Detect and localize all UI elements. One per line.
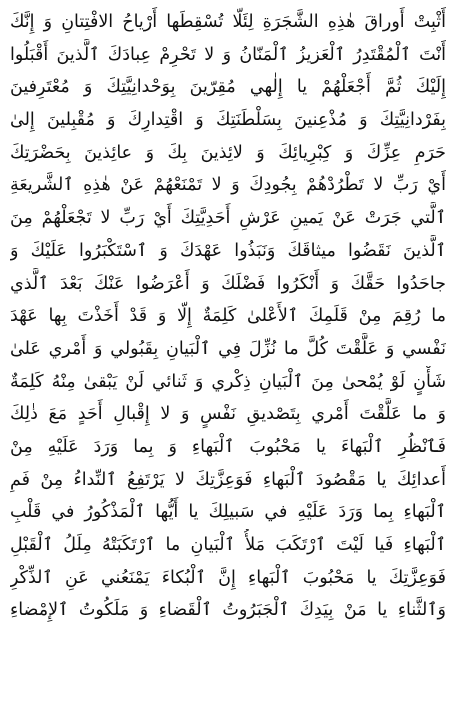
- text-line: أَثْبِتْ أَوراقَ هٰذِهِ الشَّجَرَةِ لِئَلّا تُسْقِطَها أَرْياحُ الافْتِتانِ وَ إِنَّكَ: [10, 12, 446, 32]
- arabic-text-block: [10, 6, 446, 627]
- text-line: شَأْنٍ لَوْ يُمْحىٰ مِنَ ٱلْبَيانِ ذِكْري وَ ثَنائي لَنْ يَبْقىٰ مِنْهُ كَلِمَةٌ: [10, 371, 446, 392]
- text-line: جاحَدُوا حَقَّكَ وَ أَنْكَرُوا فَضْلَكَ وَ أَعْرَضُوا عَنْكَ بَعْدَ ٱلَّذي: [10, 273, 446, 294]
- text-line: نَفْسي وَ عَلَّقْتَ كُلَّ ما نُزِّلَ فِي ٱلْبَيانِ بِقَبُولي وَ أَمْري عَلىٰ: [10, 338, 446, 359]
- text-line: فَٱنْظُرِ ٱلْبَهاءَ يا مَحْبُوبَ ٱلْبَهاءِ وَ بِما وَرَدَ عَلَيْهِ مِنْ: [10, 436, 446, 457]
- text-line: أَعدائِكَ يا مَقْصُودَ ٱلْبَهاءِ فَوَعِزَّتِكَ لا يَرْتَفِعُ ٱلنِّداءُ مِنْ فَمِ: [10, 469, 446, 490]
- text-line: ما رُقِمَ مِنْ قَلَمِكَ ٱلأَعْلىٰ كَلِمَةٌ إِلّا وَ قَدْ أَخَذْتَ بِها عَهْدَ: [10, 306, 446, 327]
- text-line: ٱلَّذينَ نَقَضُوا ميثاقَكَ وَنَبَذُوا عَهْدَكَ وَ ٱسْتَكْبَرُوا عَلَيْكَ وَ: [10, 240, 446, 261]
- text-line: ٱلْبَهاءِ فَيا لَيْتَ ٱرْتَكَبَ مَلأُ ٱلْبَيانِ ما ٱرْتَكَبَتْهُ مِلَلُ ٱلْقَبْلِ: [10, 535, 446, 555]
- text-line: بِفَرْدانِيَّتِكَ وَ مُذْعِنينَ بِسَلْطَنَتِكَ وَ اقْتِدارِكَ وَ مُقْبِلينَ إِلىٰ: [10, 110, 446, 131]
- text-line: ٱلَّتي جَرَتْ عَنْ يَمينِ عَرْشِ أَحَدِيَّتِكَ أَيْ رَبِّ لا تَجْعَلْهُمْ مِنَ: [10, 208, 446, 229]
- text-line: حَرَمِ عِزِّكَ وَ كِبْرِيائِكَ وَ لائِذينَ بِكَ وَ عائِذينَ بِحَضْرَتِكَ: [10, 142, 446, 163]
- text-line: وَٱلثَّناءِ يا مَنْ بِيَدِكَ ٱلْجَبَرُوتُ ٱلْقَضاءِ وَ مَلَكُوتُ ٱلإِمْضاءِ: [10, 600, 446, 621]
- text-line: فَوَعِزَّتِكَ يا مَحْبُوبَ ٱلْبَهاءِ إِنَّ ٱلْبُكاءَ يَمْنَعُني عَنِ ٱلذِّكْرِ: [10, 567, 446, 588]
- text-line: وَ ما عَلَّقْتَ أَمْري بِتَصْديقِ نَفْسٍ وَ لا إِقْبالِ أَحَدٍ مَعَ ذٰلِكَ: [10, 404, 446, 425]
- text-line: ٱلْبَهاءِ بِما وَرَدَ عَلَيْهِ في سَبيلِكَ يا أَيُّها ٱلْمَذْكُورُ في قَلْبِ: [10, 502, 446, 523]
- text-line: أَيْ رَبِّ لا تَطْرُدْهُمْ بِجُودِكَ وَ لا تَمْنَعْهُمْ عَنْ هٰذِهِ ٱلشَّريعَةِ: [10, 175, 446, 196]
- text-line: إِلَيْكَ ثُمَّ أَجْعَلْهُمْ يا إِلٰهي مُقِرّينَ بِوَحْدانِيَّتِكَ وَ مُعْتَرِفينَ: [10, 77, 446, 98]
- text-line: أَنْتَ ٱلْمُقْتَدِرُ ٱلْعَزيزُ ٱلْمَنّانُ وَ لا تَحْرِمْ عِبادَكَ ٱلَّذينَ أَقْبَلُوا: [10, 44, 446, 65]
